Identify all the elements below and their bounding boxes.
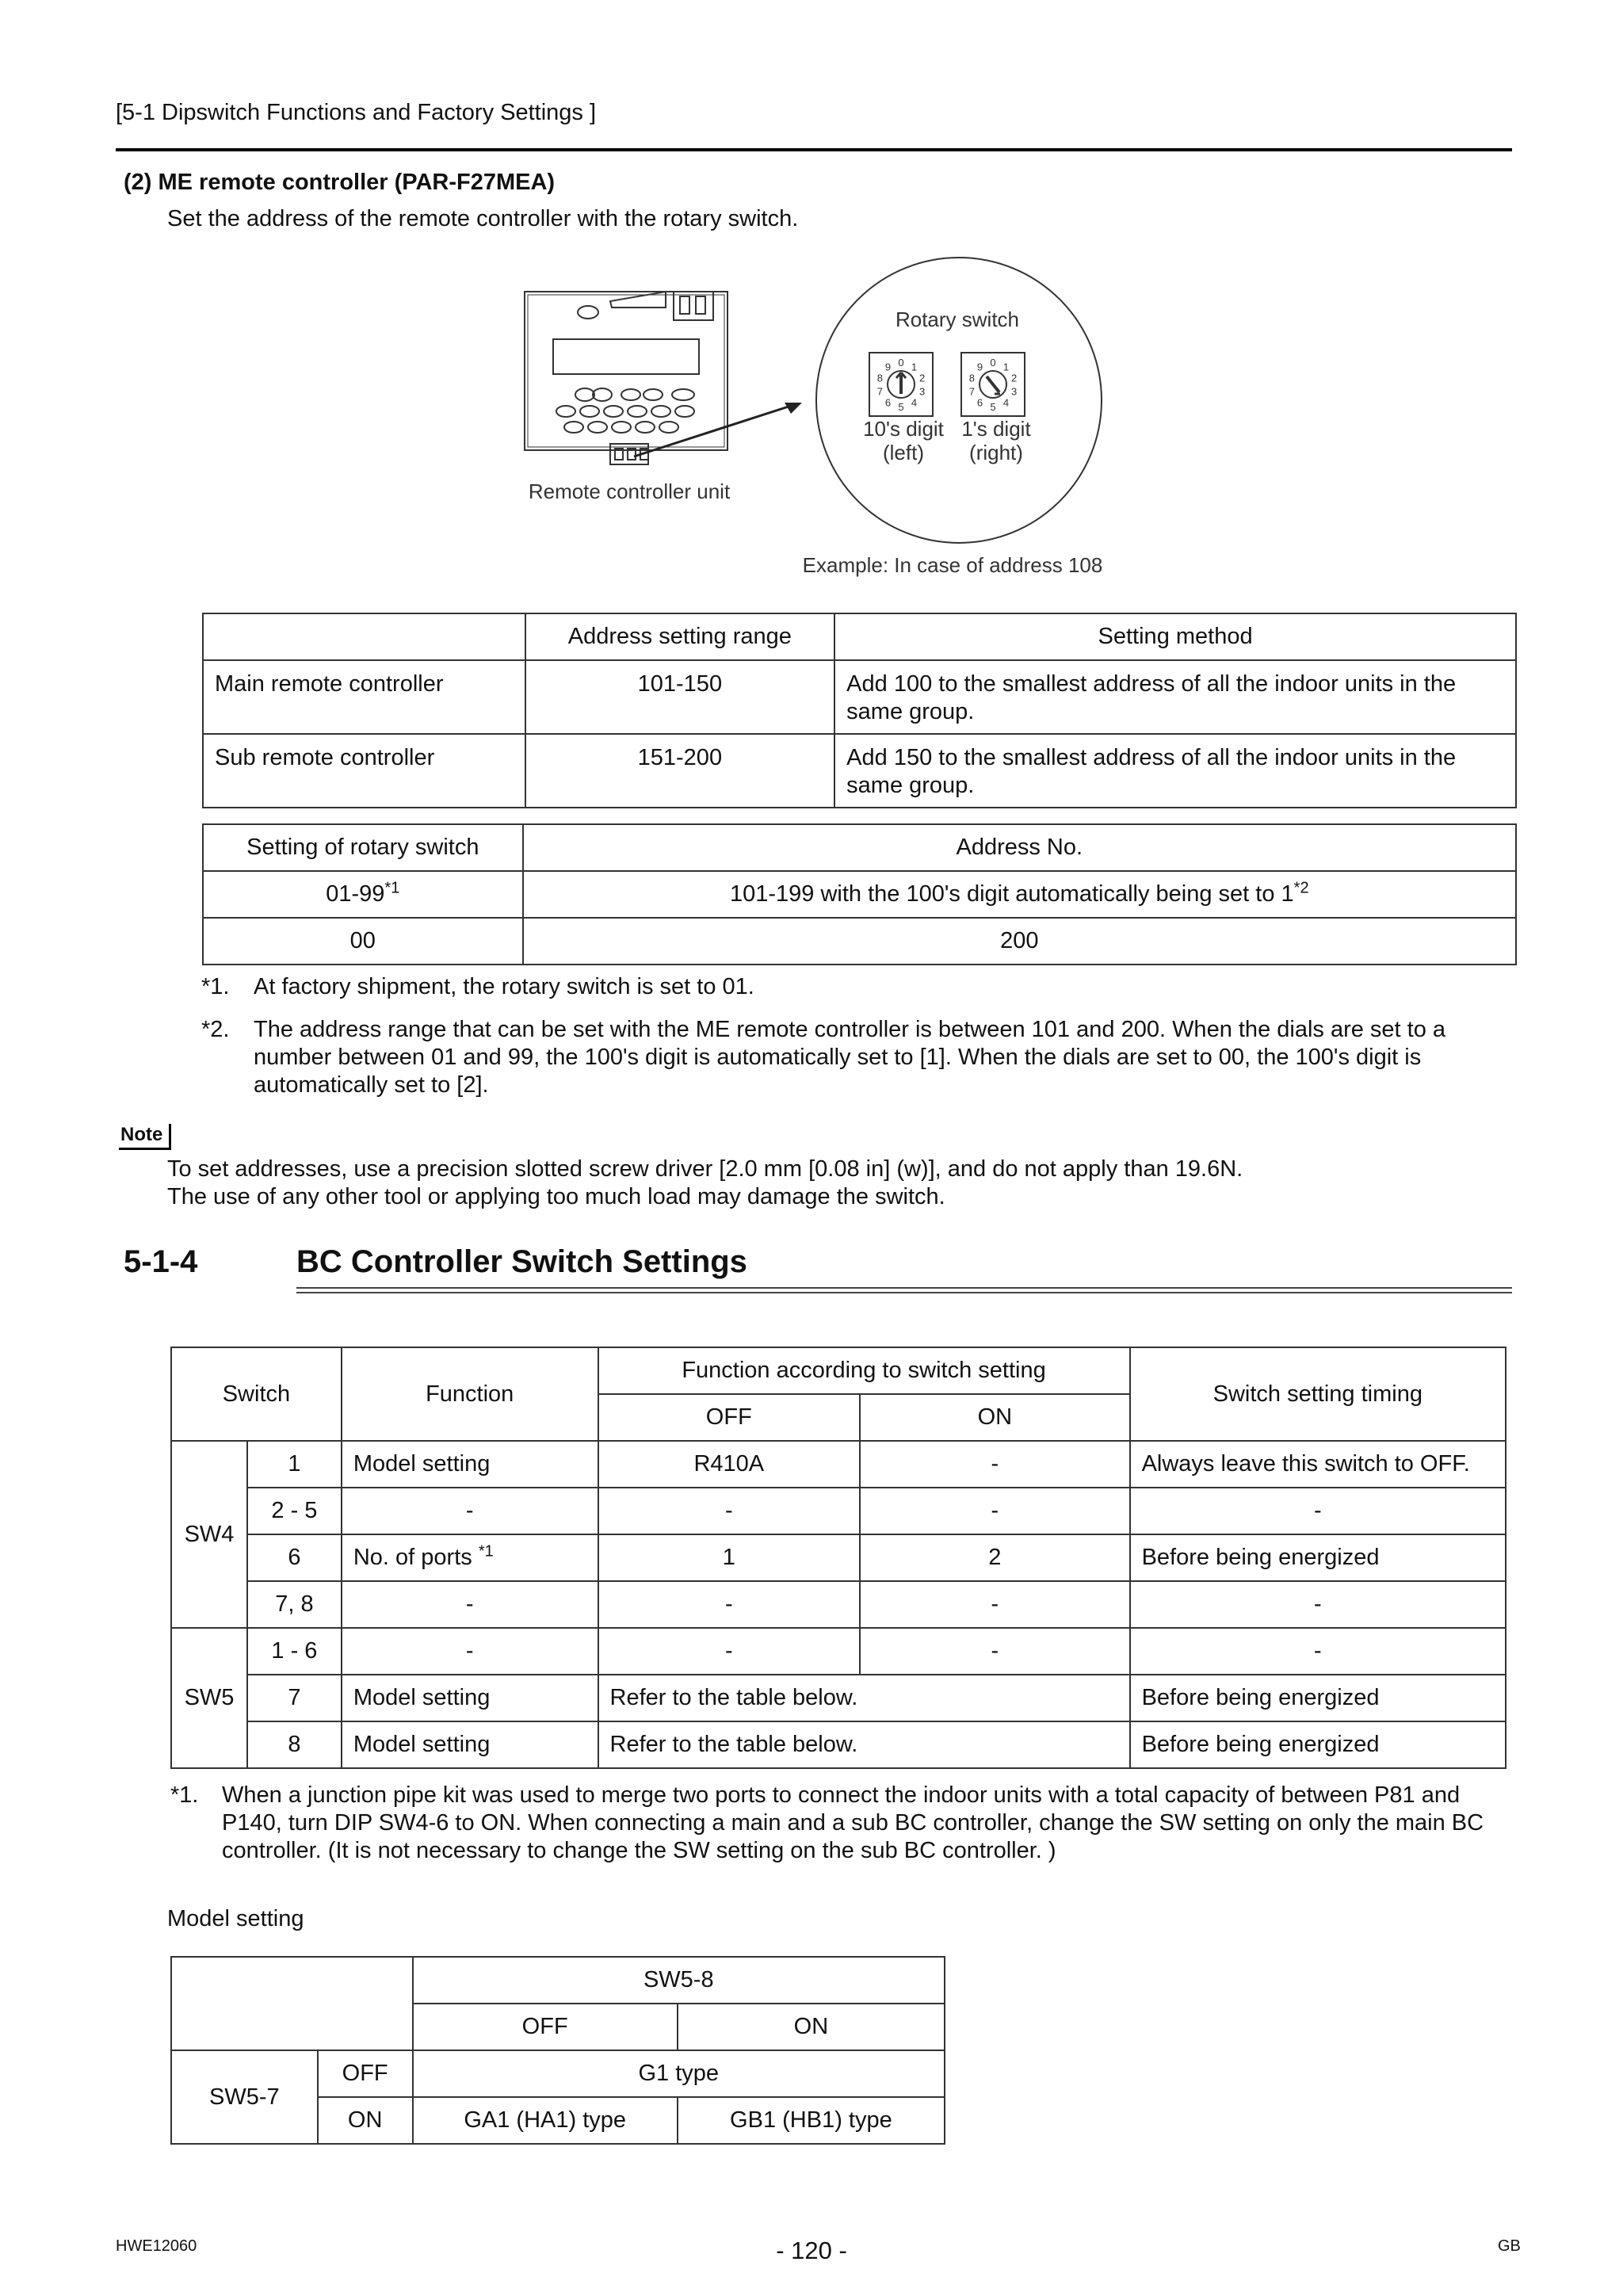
address-row-label: Main remote controller: [203, 660, 525, 734]
on-cell: -: [860, 1628, 1129, 1675]
note-text: [167, 1156, 1243, 1211]
sw57-off: OFF: [318, 2050, 413, 2097]
on-cell: -: [860, 1488, 1129, 1534]
ga1-type: GA1 (HA1) type: [413, 2097, 678, 2144]
dial-digit: 6: [884, 396, 892, 409]
switch-no: 2 - 5: [247, 1488, 342, 1534]
address-row-label: Sub remote controller: [203, 734, 525, 808]
tens-dial: [869, 353, 933, 416]
footnote-text: The address range that can be set with the ME remote controller is between 101 and 200. When the dials are set to a number between 01 and 99, the 100's digit is automatically set to [1]. When the dials are set to 00, the 100's digit is automatically set to [2].: [254, 1017, 1446, 1098]
header-off: OFF: [598, 1394, 861, 1441]
example-caption: Example: In case of address 108: [802, 553, 1103, 577]
rotary-setting-cell: [203, 871, 523, 918]
on-cell: 2: [860, 1534, 1129, 1581]
switch-no: 7: [247, 1675, 342, 1721]
rotary-setting: 01-99: [326, 881, 385, 907]
model-setting-label: Model setting: [167, 1906, 304, 1931]
unit-label: Remote controller unit: [528, 479, 731, 503]
dial-digit: 1: [911, 361, 918, 373]
header-rule: [116, 148, 1512, 151]
timing-cell: -: [1130, 1581, 1506, 1628]
dial-digit: 4: [911, 396, 918, 409]
header-function: Function: [342, 1347, 598, 1441]
timing-cell: Before being energized: [1130, 1721, 1506, 1768]
footnote: [201, 973, 1517, 1001]
off-cell: -: [598, 1488, 861, 1534]
region-code: GB: [1498, 2237, 1521, 2255]
doc-number: HWE12060: [116, 2237, 197, 2255]
footnote: [170, 1782, 1510, 1865]
dial-digit: 2: [1010, 372, 1018, 384]
off-cell: -: [598, 1581, 861, 1628]
footnote-mark: *1.: [201, 974, 230, 999]
sw58-on: ON: [678, 2004, 945, 2050]
ones-dial: [961, 353, 1025, 416]
table-row: [171, 1488, 1506, 1534]
sw58-off: OFF: [413, 2004, 678, 2050]
address-row-range: 101-150: [525, 660, 835, 734]
on-cell: -: [860, 1441, 1129, 1488]
g1-type: G1 type: [413, 2050, 945, 2097]
function-text: No. of ports: [353, 1545, 479, 1570]
dial-digit: 5: [898, 401, 904, 413]
ones-digit-sub: (right): [969, 441, 1023, 464]
rotary-address: 101-199 with the 100's digit automatically being set to 1: [730, 881, 1294, 907]
remote-controller-diagram: [507, 246, 1125, 586]
footnote-mark: *2: [1293, 879, 1309, 897]
switch-no: 1: [247, 1441, 342, 1488]
timing-cell: Before being energized: [1130, 1534, 1506, 1581]
pointer-line: [634, 407, 789, 457]
note-tag: Note: [119, 1124, 171, 1150]
function-cell: -: [342, 1581, 598, 1628]
gb1-type: GB1 (HB1) type: [678, 2097, 945, 2144]
dial-digit: 0: [990, 357, 996, 369]
rotary-address: 200: [523, 918, 1516, 965]
footnote-text: At factory shipment, the rotary switch is set to 01.: [254, 974, 754, 999]
breadcrumb: [5-1 Dipswitch Functions and Factory Settings ]: [116, 100, 597, 125]
address-header-range: Address setting range: [525, 613, 835, 660]
dial-digit: 4: [1002, 396, 1010, 409]
table-row: [171, 1581, 1506, 1628]
table-row: [171, 1628, 1506, 1675]
switch-no: 6: [247, 1534, 342, 1581]
section-rule: [296, 1287, 1512, 1289]
function-cell: Model setting: [342, 1675, 598, 1721]
sw57-label: SW5-7: [171, 2050, 318, 2144]
note-line: To set addresses, use a precision slotted screw driver [2.0 mm [0.08 in] (w)], and do not apply than 19.6N.: [167, 1156, 1243, 1182]
table-row: [171, 1721, 1506, 1768]
footnote-mark: *1: [478, 1542, 494, 1561]
timing-cell: -: [1130, 1488, 1506, 1534]
header-switch: Switch: [171, 1347, 342, 1441]
dial-digit: 7: [968, 385, 976, 398]
intro-text: Set the address of the remote controller with the rotary switch.: [167, 206, 799, 231]
on-cell: -: [860, 1581, 1129, 1628]
header-according: Function according to switch setting: [598, 1347, 1130, 1394]
off-cell: 1: [598, 1534, 861, 1581]
address-header-blank: [203, 613, 525, 660]
address-row-method: Add 150 to the smallest address of all the indoor units in the same group.: [834, 734, 1516, 808]
merged-setting-cell: Refer to the table below.: [598, 1721, 1130, 1768]
subsection-heading: (2) ME remote controller (PAR-F27MEA): [124, 170, 556, 195]
bc-switch-table: [170, 1347, 1507, 1769]
function-cell: Model setting: [342, 1441, 598, 1488]
footnote-text: When a junction pipe kit was used to merge two ports to connect the indoor units with a total capacity of between P81 and P140, turn DIP SW4-6 to ON. When connecting a main and a sub BC controller, change the SW setting on only the main BC controller. (It is not necessary to change the SW setting on the sub BC controller. ): [222, 1782, 1484, 1863]
model-setting-table: [170, 1956, 945, 2145]
remote-controller-unit: [525, 292, 727, 464]
tens-digit-label: 10's digit: [863, 417, 944, 441]
table-row: [171, 1441, 1506, 1488]
page-number: - 120 -: [776, 2237, 847, 2264]
address-header-method: Setting method: [834, 613, 1516, 660]
footnote-mark: *1: [384, 879, 400, 897]
dial-digit: 6: [976, 396, 983, 409]
timing-cell: -: [1130, 1628, 1506, 1675]
off-cell: -: [598, 1628, 861, 1675]
switch-group-sw4: SW4: [171, 1441, 247, 1628]
address-table: [202, 613, 1517, 808]
address-row-range: 151-200: [525, 734, 835, 808]
magnifier-circle: [816, 258, 1102, 543]
dial-digit: 1: [1002, 361, 1010, 373]
dial-digit: 9: [976, 361, 983, 373]
section-title: BC Controller Switch Settings: [296, 1244, 747, 1279]
dial-digit: 5: [990, 401, 996, 413]
table-row: [171, 1534, 1506, 1581]
rotary-address-cell: [523, 871, 1516, 918]
timing-cell: Before being energized: [1130, 1675, 1506, 1721]
rotary-table: [202, 823, 1517, 965]
dial-digit: 2: [918, 372, 926, 384]
ones-digit-label: 1's digit: [961, 417, 1031, 441]
function-cell: -: [342, 1628, 598, 1675]
blank-corner: [171, 1957, 413, 2050]
dial-digit: 8: [968, 372, 976, 384]
rotary-setting: 00: [203, 918, 523, 965]
sw57-on: ON: [318, 2097, 413, 2144]
dial-digit: 3: [918, 385, 926, 398]
switch-no: 8: [247, 1721, 342, 1768]
footnote-mark: *1.: [170, 1782, 199, 1808]
dial-digit: 8: [876, 372, 884, 384]
merged-setting-cell: Refer to the table below.: [598, 1675, 1130, 1721]
address-row-method: Add 100 to the smallest address of all the indoor units in the same group.: [834, 660, 1516, 734]
footnote-mark: *2.: [201, 1017, 230, 1042]
header-timing: Switch setting timing: [1130, 1347, 1506, 1441]
header-on: ON: [860, 1394, 1129, 1441]
rotary-header-address: Address No.: [523, 824, 1516, 871]
rotary-header-setting: Setting of rotary switch: [203, 824, 523, 871]
switch-group-sw5: SW5: [171, 1628, 247, 1768]
section-rule: [296, 1292, 1512, 1293]
function-cell: Model setting: [342, 1721, 598, 1768]
dial-digit: 3: [1010, 385, 1018, 398]
sw58-header: SW5-8: [413, 1957, 945, 2004]
rotary-switch-label: Rotary switch: [895, 308, 1020, 331]
switch-no: 1 - 6: [247, 1628, 342, 1675]
footnote: [201, 1016, 1517, 1099]
off-cell: R410A: [598, 1441, 861, 1488]
function-cell: [342, 1534, 598, 1581]
switch-no: 7, 8: [247, 1581, 342, 1628]
dial-digit: 9: [884, 361, 892, 373]
tens-digit-sub: (left): [883, 441, 924, 464]
dial-digit: 0: [898, 357, 904, 369]
dial-digit: 7: [876, 385, 884, 398]
section-number: 5-1-4: [124, 1244, 198, 1279]
timing-cell: Always leave this switch to OFF.: [1130, 1441, 1506, 1488]
function-cell: -: [342, 1488, 598, 1534]
note-line: The use of any other tool or applying too much load may damage the switch.: [167, 1184, 945, 1209]
table-row: [171, 1675, 1506, 1721]
